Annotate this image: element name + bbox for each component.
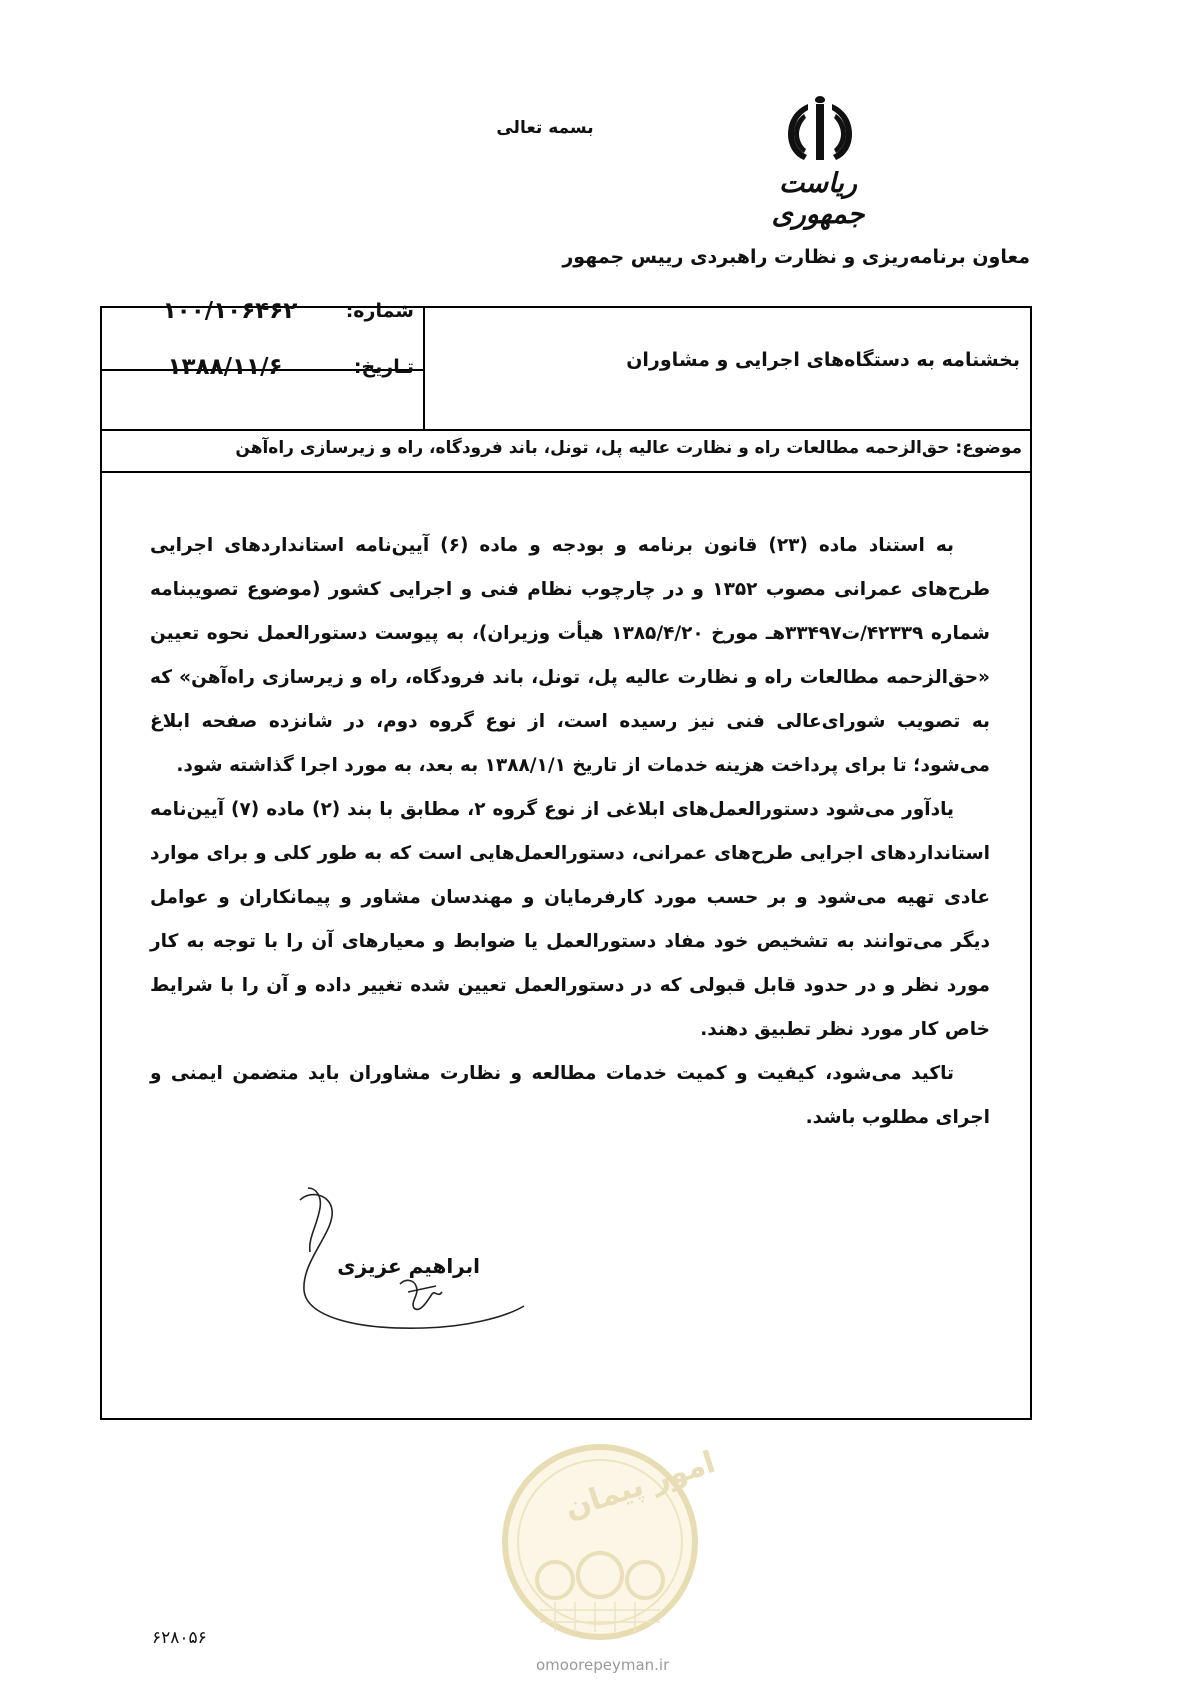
body-paragraph: یادآور می‌شود دستورالعمل‌های ابلاغی از نوع گروه ۲، مطابق با بند (۲) ماده (۷) آیین‌نامه استانداردهای اجرایی طرح‌های عمرانی، دستورالعمل‌هایی است که به طور کلی و برای موارد عادی تهیه می‌شود و بر حسب مورد کارفرمایان و مهندسان مشاور و پیمانکاران و عوامل دیگر می‌توانند به تشخیص خود مفاد دستورالعمل یا ضوابط و معیارهای آن را با توجه به کار مورد نظر و در حدود قابل قبولی که در دستورالعمل تعیین شده تغییر داده و آن را با شرایط خاص کار مورد نظر تطبیق دهند. <box>150 799 990 1040</box>
number-label: شماره: <box>345 300 414 322</box>
letter-body <box>150 524 990 1140</box>
watermark-seal-text: امور پیمان <box>560 1444 720 1527</box>
signer-name: ابراهیم عزیزی <box>337 1254 480 1278</box>
iran-emblem-icon <box>780 92 860 174</box>
basmala: بسمه تعالی <box>496 118 594 138</box>
watermark-site: omoorepeyman.ir <box>536 1656 670 1674</box>
divider <box>423 306 425 429</box>
body-paragraph: تاکید می‌شود، کیفیت و کمیت خدمات مطالعه و نظارت مشاوران باید متضمن ایمنی و اجرای مطلوب باشد. <box>150 1063 990 1128</box>
footer-code: ۶۲۸۰۵۶ <box>152 1628 207 1648</box>
number-value: ۱۰۰/۱۰۶۴۶۲ <box>162 298 298 324</box>
circular-recipient: بخشنامه به دستگاه‌های اجرایی و مشاوران <box>626 349 1020 371</box>
date-label: تـاریخ: <box>353 356 414 378</box>
subject-line: موضوع: حق‌الزحمه مطالعات راه و نظارت عالیه پل، تونل، باند فرودگاه، راه و زیرسازی راه‌آهن <box>235 438 1022 458</box>
body-paragraph: به استناد ماده (۲۳) قانون برنامه و بودجه و ماده (۶) آیین‌نامه استانداردهای اجرایی طرح‌های عمرانی مصوب ۱۳۵۲ و در چارچوب نظام فنی و اجرایی کشور (موضوع تصویبنامه شماره ۴۲۳۳۹/ت۳۳۴۹۷هـ مورخ ۱۳۸۵/۴/۲۰ هیأت وزیران)، به پیوست دستورالعمل نحوه تعیین «حق‌الزحمه مطالعات راه و نظارت عالیه پل، تونل، باند فرودگاه، راه و زیرسازی راه‌آهن» که به تصویب شورای‌عالی فنی نیز رسیده است، از نوع گروه دوم، در شانزده صفحه ابلاغ می‌شود؛ تا برای پرداخت هزینه خدمات از تاریخ ۱۳۸۸/۱/۱ به بعد، به مورد اجرا گذاشته شود. <box>150 535 990 776</box>
divider <box>100 429 1032 431</box>
divider <box>100 471 1032 473</box>
presidency-title: ریاست جمهوری <box>771 168 865 230</box>
deputy-title: معاون برنامه‌ریزی و نظارت راهبردی رییس جمهور <box>562 246 1030 268</box>
date-value: ۱۳۸۸/۱۱/۶ <box>167 354 283 380</box>
